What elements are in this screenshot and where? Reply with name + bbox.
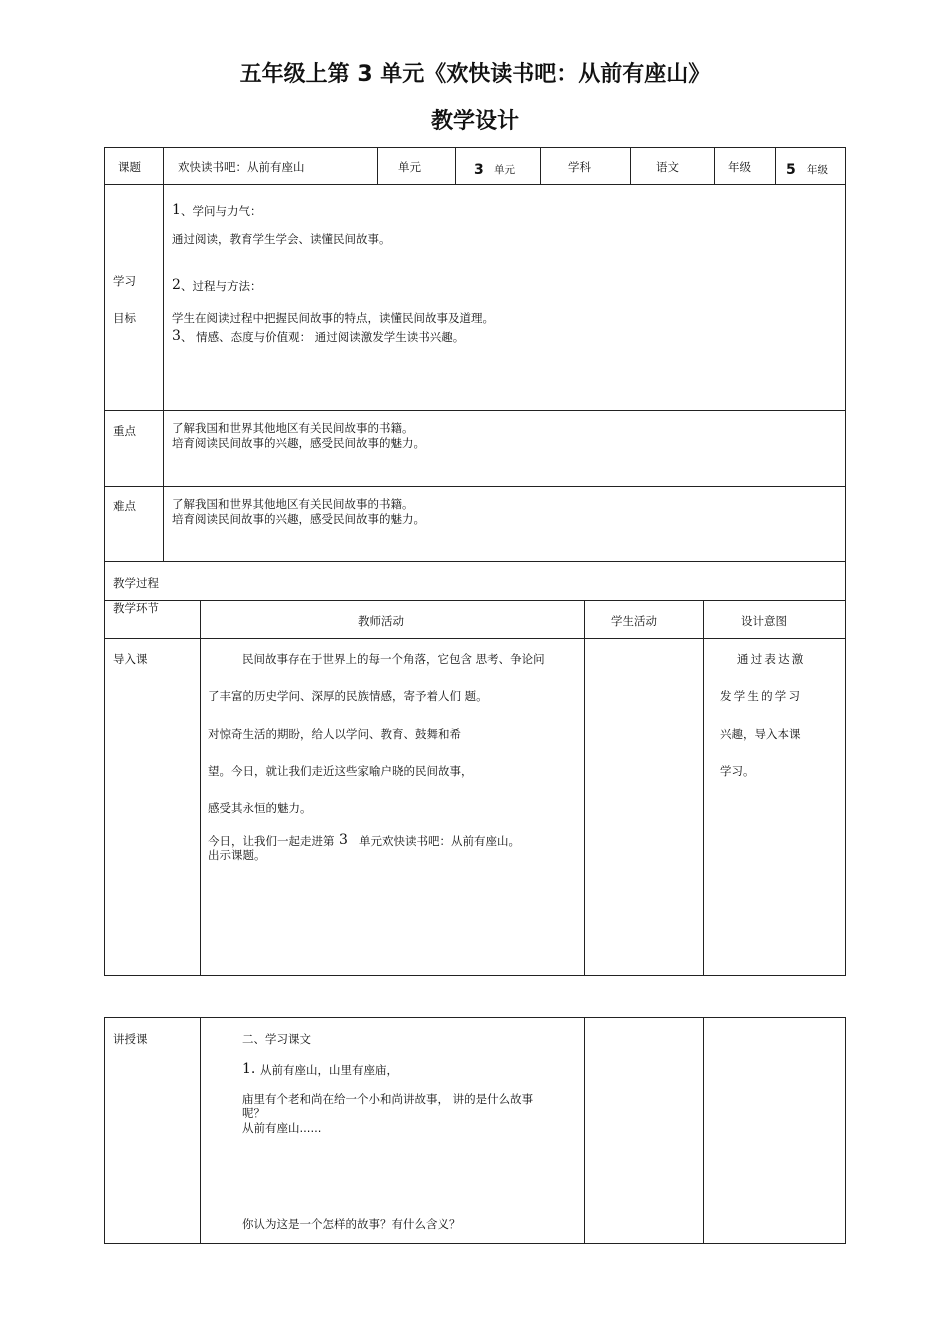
grade-label: 年级	[728, 160, 751, 174]
lecture-item-number: 1.	[242, 1061, 256, 1077]
lecture-line-4: 从前有座山......	[242, 1121, 322, 1135]
goals-label-2: 目标	[113, 311, 136, 325]
lecture-line-3: 呢？	[242, 1106, 265, 1120]
grade-suffix: 年级	[807, 164, 828, 176]
unit-number: 3	[474, 162, 484, 178]
intro-stage: 导入课	[113, 652, 148, 666]
col-intent-header: 设计意图	[741, 614, 787, 628]
col-student-header: 学生活动	[611, 614, 657, 628]
lecture-item-text: 从前有座山，山里有座庙，	[260, 1063, 398, 1077]
intro-intent-2: 发学生的学习	[720, 689, 803, 703]
topic-label: 课题	[118, 160, 141, 174]
difficult-points-line-2: 培育阅读民间故事的兴趣，感受民间故事的魅力。	[172, 512, 425, 526]
intro-line-5: 感受其永恒的魅力。	[208, 801, 312, 815]
lecture-question: 你认为这是一个怎样的故事？有什么含义？	[242, 1217, 461, 1231]
col-stage-header: 教学环节	[113, 601, 159, 615]
process-label: 教学过程	[113, 576, 159, 590]
difficult-points-label: 难点	[113, 499, 136, 513]
intro-line-4: 望。今日，就让我们走近这些家喻户晓的民间故事，	[208, 764, 473, 778]
key-points-label: 重点	[113, 424, 136, 438]
goals-label-1: 学习	[113, 274, 136, 288]
subject-label: 学科	[568, 160, 591, 174]
document-title: 五年级上第 3 单元《欢快读书吧：从前有座山》	[239, 62, 711, 87]
document-subtitle: 教学设计	[430, 109, 519, 134]
intro-intent-1: 通过表达激	[737, 652, 806, 666]
lecture-line-2: 庙里有个老和尚在给一个小和尚讲故事， 讲的是什么故事	[242, 1092, 534, 1106]
goal-3-number: 3	[172, 328, 181, 344]
unit-suffix: 单元	[494, 164, 515, 176]
intro-intent-4: 学习。	[720, 764, 755, 778]
difficult-points-line-1: 了解我国和世界其他地区有关民间故事的书籍。	[172, 497, 414, 511]
goal-1-number: 1	[172, 202, 181, 218]
goal-2-text: 学生在阅读过程中把握民间故事的特点，读懂民间故事及道理。	[172, 311, 494, 325]
intro-intent-3: 兴趣，导入本课	[720, 727, 801, 741]
goal-1-text: 通过阅读，教育学生学会、读懂民间故事。	[172, 232, 391, 246]
unit-label: 单元	[398, 160, 421, 174]
goal-2-number: 2	[172, 277, 181, 293]
intro-line-3: 对惊奇生活的期盼，给人以学问、教育、鼓舞和希	[208, 727, 461, 741]
intro-line-7: 出示课题。	[208, 848, 266, 862]
intro-line-6-number: 3	[339, 832, 348, 848]
intro-line-2: 了丰富的历史学问、深厚的民族情感，寄予着人们 题。	[208, 689, 488, 703]
goal-1-title: 、学问与力气：	[181, 204, 262, 218]
col-teacher-header: 教师活动	[358, 614, 404, 628]
lecture-stage: 讲授课	[113, 1032, 148, 1046]
grade-number: 5	[786, 162, 796, 178]
key-points-line-1: 了解我国和世界其他地区有关民间故事的书籍。	[172, 421, 414, 435]
key-points-line-2: 培育阅读民间故事的兴趣，感受民间故事的魅力。	[172, 436, 425, 450]
intro-line-6b: 单元欢快读书吧：从前有座山。	[359, 834, 520, 848]
subject-value: 语文	[656, 160, 679, 174]
goal-2-title: 、过程与方法：	[181, 279, 262, 293]
intro-line-6a: 今日，让我们一起走进第	[208, 834, 335, 848]
intro-line-1: 民间故事存在于世界上的每一个角落，它包含 思考、争论问	[242, 652, 545, 666]
topic-value: 欢快读书吧：从前有座山	[178, 160, 305, 174]
goal-3-text: 、 情感、态度与价值观： 通过阅读激发学生读书兴趣。	[181, 330, 465, 344]
lecture-heading: 二、学习课文	[242, 1032, 311, 1046]
